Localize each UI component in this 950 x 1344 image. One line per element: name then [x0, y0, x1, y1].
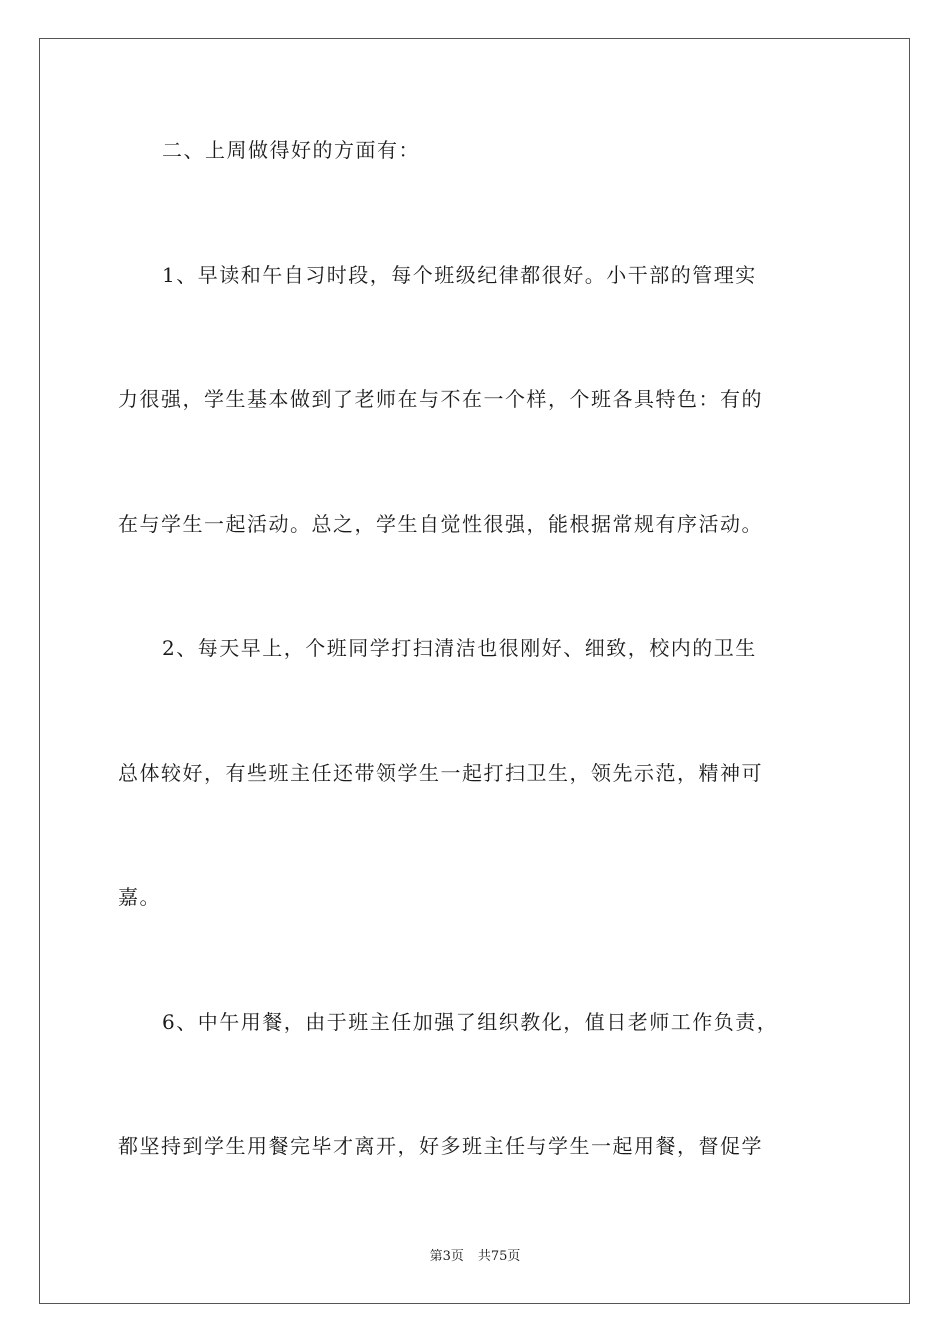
section-heading: 二、上周做得好的方面有： — [162, 138, 420, 162]
page-border — [39, 38, 910, 1304]
paragraph-2-line-2: 总体较好，有些班主任还带领学生一起打扫卫生，领先示范，精神可 — [118, 761, 763, 785]
page-total: 共75页 — [477, 1249, 521, 1264]
paragraph-3-line-2: 都坚持到学生用餐完毕才离开，好多班主任与学生一起用餐，督促学 — [118, 1134, 763, 1158]
paragraph-3-line-1: 6、中午用餐，由于班主任加强了组织教化，值日老师工作负责， — [162, 1010, 779, 1034]
paragraph-2-line-3: 嘉。 — [118, 885, 161, 909]
page-number: 第3页 — [429, 1249, 464, 1264]
paragraph-2-line-1: 2、每天早上，个班同学打扫清洁也很刚好、细致，校内的卫生 — [162, 636, 757, 660]
paragraph-1-line-1: 1、早读和午自习时段，每个班级纪律都很好。小干部的管理实 — [162, 263, 757, 287]
paragraph-1-line-3: 在与学生一起活动。总之，学生自觉性很强，能根据常规有序活动。 — [118, 512, 763, 536]
paragraph-1-line-2: 力很强，学生基本做到了老师在与不在一个样，个班各具特色：有的 — [118, 387, 763, 411]
page-footer — [0, 1248, 950, 1266]
